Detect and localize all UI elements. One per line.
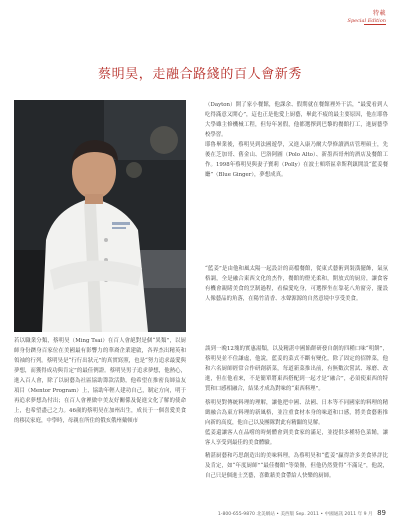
chef-photo [14, 100, 186, 332]
article-column-right [205, 344, 388, 394]
page-footer [0, 509, 386, 517]
article-column-right [205, 451, 388, 481]
article-column-right [205, 100, 388, 180]
article-column-right [205, 398, 388, 448]
article-column-left [14, 336, 186, 426]
section-tag-en: Special Edition [347, 18, 386, 24]
article-paragraph: 精湛厨藝和巧思創造出的美味料理，為蔡明昊和“藍姜”贏得許多美食界評比及肯定，如“年度厨師”“最佳餐館”等榮譽，但他仍然覺得“不滿足”，他說，自己只是個進士烹藝，喜歡藉美食帶給人快樂的厨師。 [205, 453, 388, 479]
article-paragraph: 談到一晚12塊的實惠湯類，以及精湛中國餡餅研發自創的四種口味“明餅”，蔡明昊並不住謙虛，他說，藍姜的菜式不斷有變化，除了固定的招牌菜，他和六名厨師經常合作研創新菜，每道新菜推出前，有無數次嘗試、琢磨、改進，但在他看來，不是簡單將東西搭配到一起才是“融合”，必須使東西的特質和口感相融合，結果才成為對味的“東西料理”。 [205, 346, 388, 392]
article-paragraph: “藍姜”是由他和風太陽一起設計的高檔餐館，從東式藝術到裝潢擺飾，氣氛格調，全是融合東西文化的杰作，餐館的燈光柔和，開放式的厨房，讓食客有機會親睹美食的烹制過程，看偏愛吃身，可選擇坐在靠花八角窗旁，擺設人像藝品的角落，在陽竹清香、水聲源源的自然意境中享受美食。 [205, 266, 388, 302]
page-number: 89 [377, 509, 386, 517]
section-tag-cn: 特載 [372, 10, 386, 17]
article-title: 蔡明昊，走融合路綫的百人會新秀 [97, 67, 302, 82]
article-paragraph: （Dayton）開了家小餐館，他課余、假期就在餐館裡外干活，“最愛看到人吃得滿意又開心”，這也正是他愛上厨藝，畢此不疲的最主要原因，他在耶魯大學雖主修機械工程，但每年暑假，他都選擇到巴黎的餐館打工，進厨藝學校學習。 [205, 102, 388, 138]
article-paragraph: 若以職業分類，蔡明昊（Ming Tsai）在百人會絕對是個“異類”，以厨師身份躋身百家位在美國最有影響力的華裔企業建啟，各界杰出精英和領袖的行列。蔡明昊是“行行出狀元”的真實寫照，也是“努力追求最愛與夢想，而獲得成功與肯定”的最佳例證。蔡明昊男子追求夢想，他熱心，進入百人會，除了以厨藝為社區協助籌款活動，他希望在推密良師益友項目（Mentor Program）上，協助年輕人建功自己，制定方向，明于再追求夢想為付出；在百人會裡做中美友好關係及促進文化了解的使命上，也希望盡己之力。46歲的蔡明昊在加州出生，成長于一個喜愛美食的移民家庭，中學時，母親在所住的俄亥俄州戴頓市 [14, 338, 186, 424]
article-paragraph: 藍姜還讓客人在品嚐的時刻體會到美食家的滿足，並提供多種特色菜餚，讓客人享受到最佳的美食體驗。 [205, 430, 388, 446]
chef-photo-illustration [14, 100, 186, 332]
section-tag-rule [364, 24, 386, 25]
article-paragraph: 蔡明昊對傳統料理的理解，讓他把中國、法國、日本等不同國家的料理的精緻融合為東方料理的新風格，並注重食材本身的味道和口感，將美食藝術推向新的高度，他自己以及團隊對此有精闢的見解。 [205, 400, 388, 426]
footer-text: 1-800-655-9870 北美網站 • 美西版 Sep. 2011 • 中國通訊 2011 年 9 月 [217, 512, 373, 517]
section-tag [348, 8, 386, 24]
article-column-right [205, 264, 388, 304]
article-paragraph: 耶魯畢業後，蔡明昊到法國遊學，又進入康乃爾大學修讀酒店管理碩士，先後在芝加哥、舊金山、巴洛阿圖（Polo Alto）、新墨西哥州的酒店及餐館工作。1998年蔡明昊與妻子寶莉（Polly）在波士頓塔區韋斯利鎮開設“藍姜餐廳”（Blue Ginger），夢想成真。 [205, 142, 388, 178]
